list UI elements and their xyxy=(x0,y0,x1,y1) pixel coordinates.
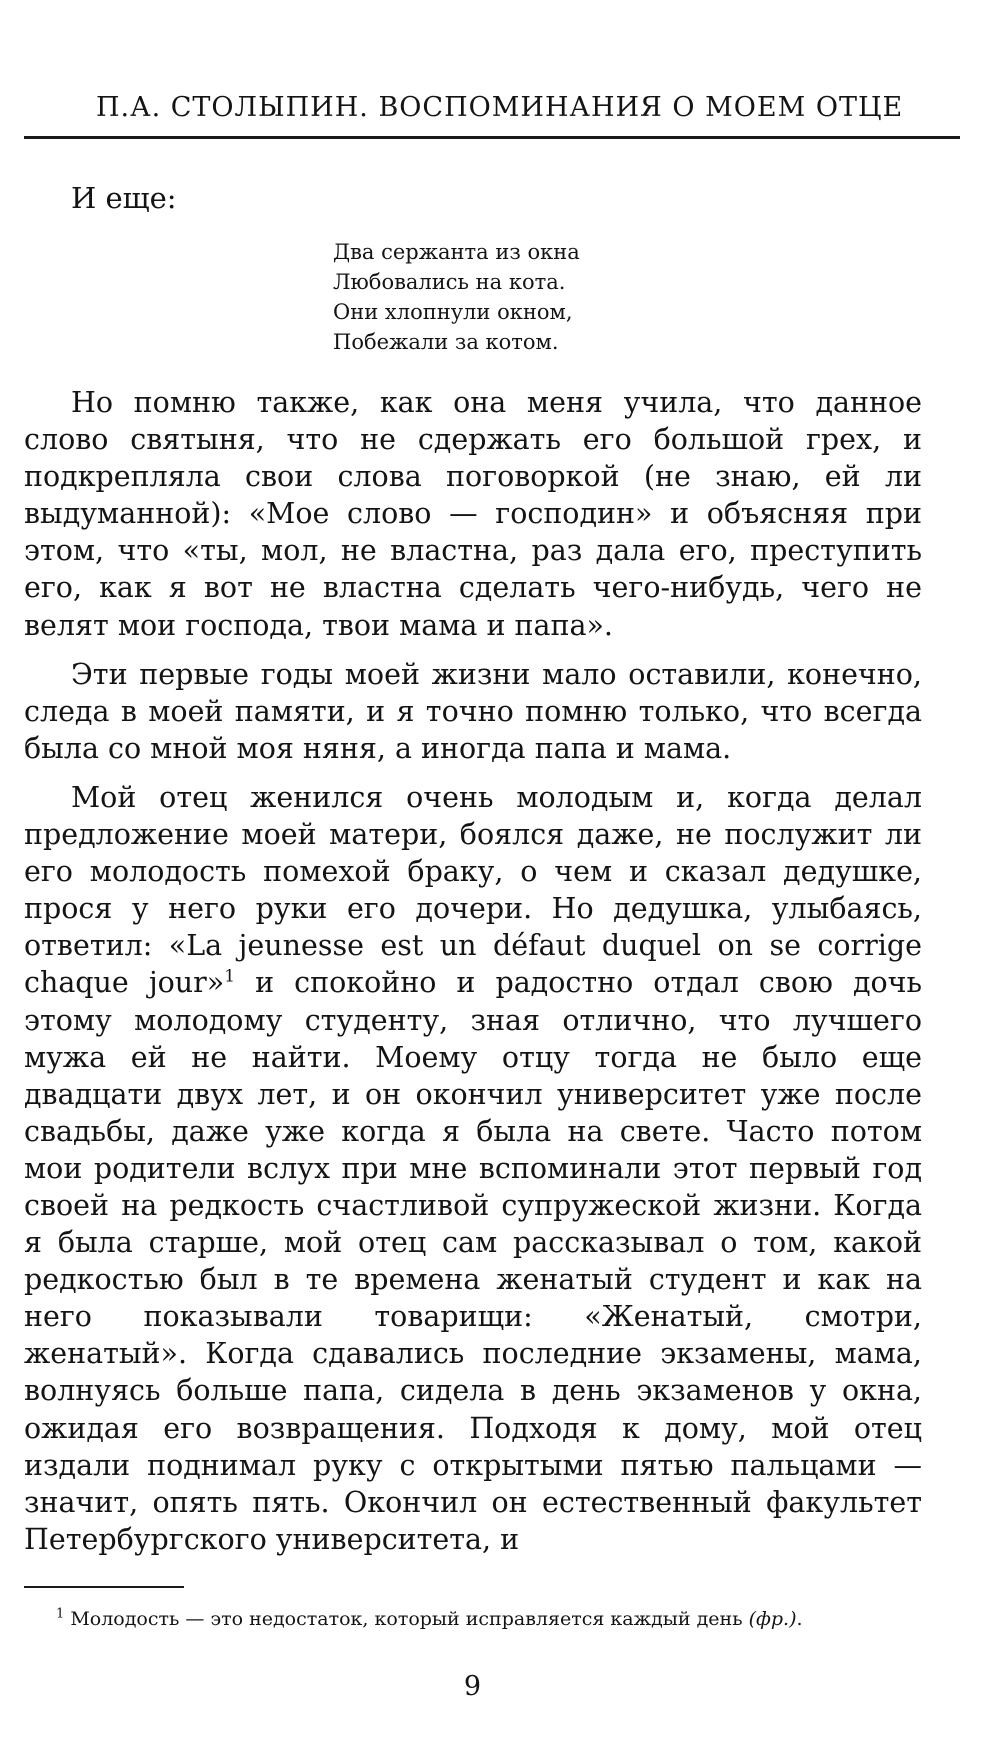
footnote-reference[interactable]: 1 xyxy=(224,966,236,987)
footnote xyxy=(56,1606,926,1632)
paragraph-text: Мой отец женился очень молодым и, когда делал предложение моей матери, боялся даже, не послужит ли его молодость помехой браку, о чем и сказал дедушке, прося у него руки его дочери. Но дедушка, улыбаясь, ответил: «La jeunesse est un défaut duquel on se corrige chaque jour» xyxy=(24,780,922,1000)
paragraph xyxy=(24,779,922,1558)
footnote-source-note: (фр.) xyxy=(748,1608,797,1630)
paragraph: Эти первые годы моей жизни мало оставили, конечно, следа в моей памяти, и я точно помню только, что всегда была со мной моя няня, а иногда папа и мама. xyxy=(24,657,922,765)
footnote-text: Молодость — это недостаток, который исправляется каждый день xyxy=(70,1608,749,1630)
header-rule xyxy=(24,136,960,139)
footnote-marker: 1 xyxy=(56,1606,65,1622)
verse-line: Любовались на кота. xyxy=(333,270,566,294)
intro-line: И еще: xyxy=(71,181,177,215)
verse-line: Побежали за котом. xyxy=(333,330,559,354)
verse-block xyxy=(333,237,580,357)
footnote-trailing: . xyxy=(796,1608,803,1630)
main-text xyxy=(24,384,922,1558)
footnote-rule xyxy=(24,1586,184,1588)
verse-line: Два сержанта из окна xyxy=(333,240,580,264)
running-header: П.А. СТОЛЫПИН. ВОСПОМИНАНИЯ О МОЕМ ОТЦЕ xyxy=(96,92,904,123)
paragraph-text: и спокойно и радостно отдал свою дочь этому молодому студенту, зная отлично, что лучшего мужа ей не найти. Моему отцу тогда не было еще двадцати двух лет, и он окончил университет уже после свадьбы, даже уже когда я была на свете. Часто потом мои родители вслух при мне вспоминали этот первый год своей на редкость счастливой супружеской жизни. Когда я была старше, мой отец сам рассказывал о том, какой редкостью был в те времена женатый студент и как на него показывали товарищи: «Женатый, смотри, женатый». Когда сдавались последние экзамены, мама, волнуясь больше папа, сидела в день экзаменов у окна, ожидая его возвращения. Подходя к дому, мой отец издали поднимал руку с открытыми пятью пальцами — значит, опять пять. Окончил он естественный факультет Петербургского университета, и xyxy=(24,966,923,1556)
paragraph: Но помню также, как она меня учила, что данное слово святыня, что не сдержать его большой грех, и подкрепляла свои слова поговоркой (не знаю, ей ли выдуманной): «Мое слово — господин» и объясняя при этом, что «ты, мол, не властна, раз дала его, преступить его, как я вот не властна сделать чего-нибудь, чего не велят мои господа, твои мама и папа». xyxy=(24,386,922,642)
page-number: 9 xyxy=(463,1671,482,1702)
verse-line: Они хлопнули окном, xyxy=(333,300,573,324)
